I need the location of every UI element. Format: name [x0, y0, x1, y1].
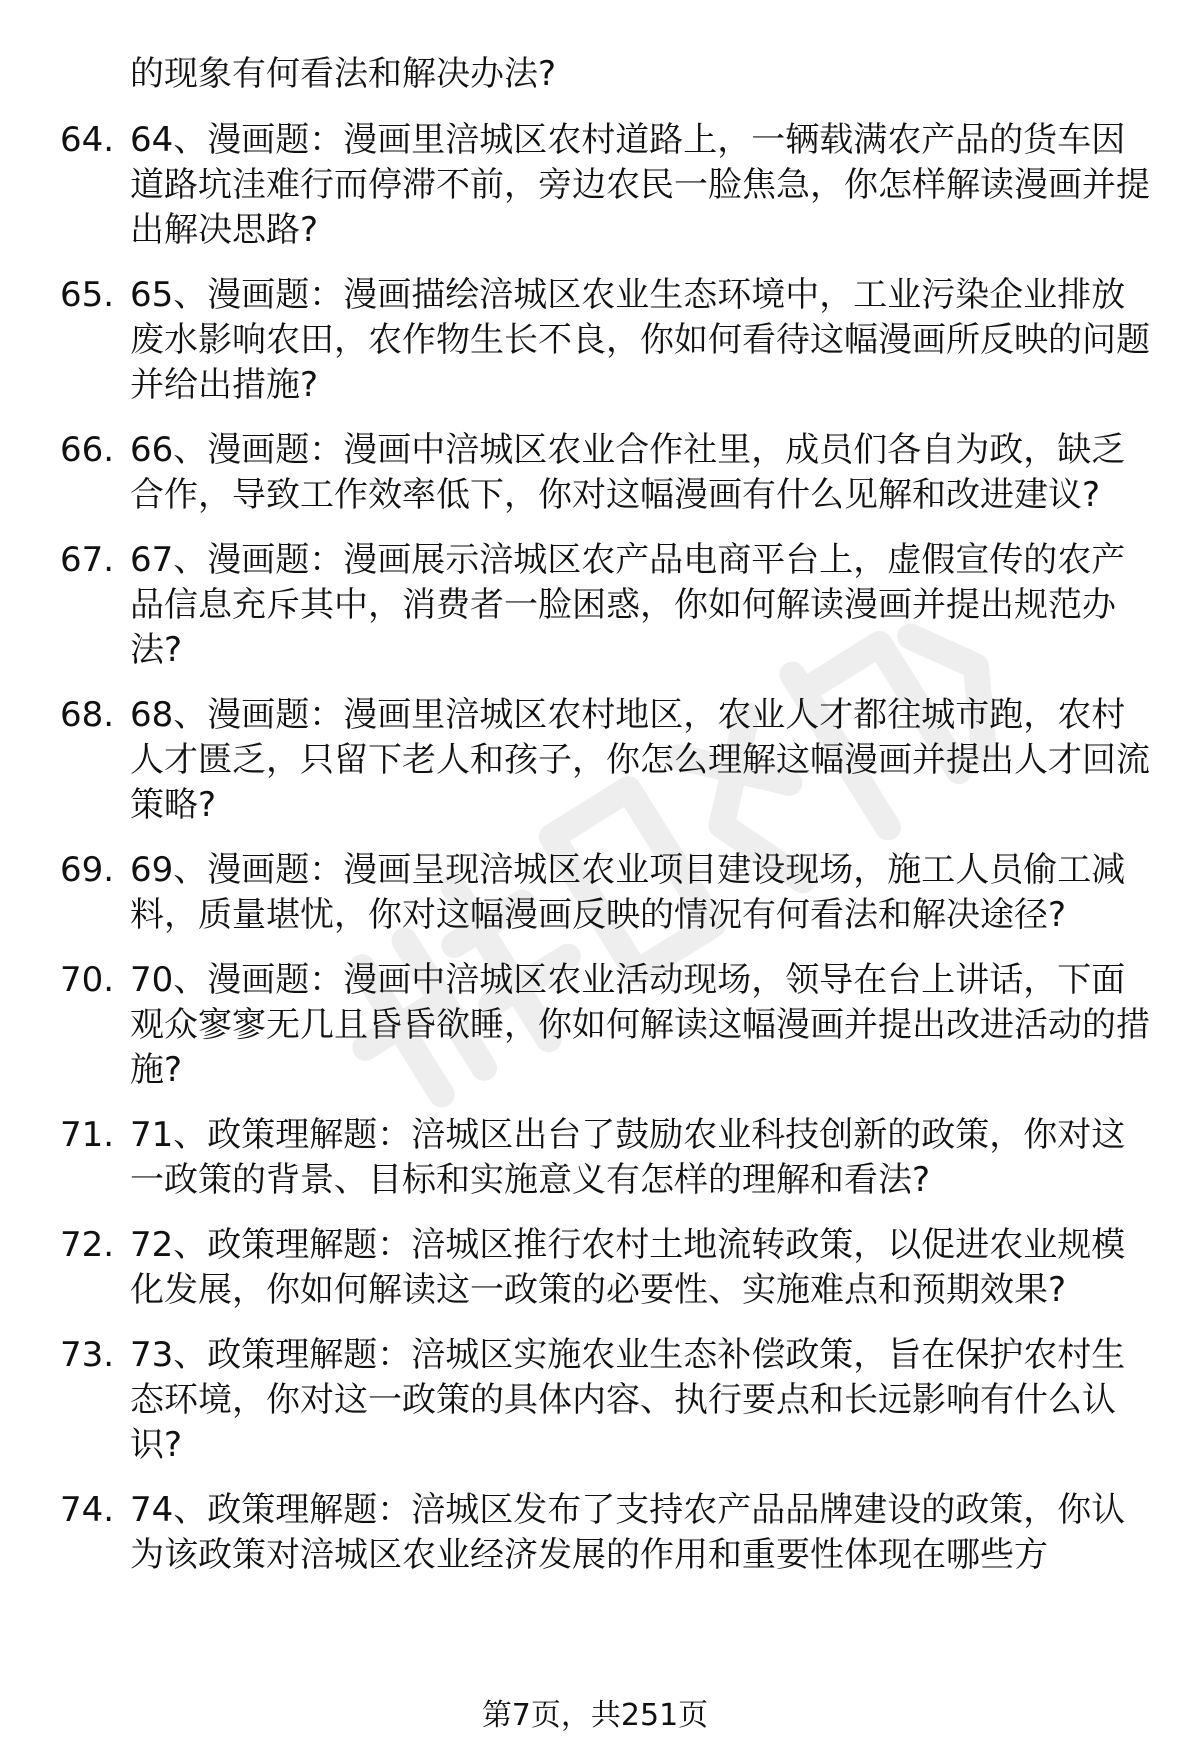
question-text: 65、漫画题：漫画描绘涪城区农业生态环境中，工业污染企业排放废水影响农田，农作物生长不良，你如何看待这幅漫画所反映的问题并给出措施? — [130, 275, 1150, 405]
question-item — [60, 1113, 1152, 1203]
question-number: 66. — [60, 430, 115, 470]
question-item — [60, 118, 1152, 253]
continuation-text: 的现象有何看法和解决办法? — [130, 54, 557, 94]
question-number: 71. — [60, 1115, 115, 1155]
question-number: 68. — [60, 695, 115, 735]
question-text: 74、政策理解题：涪城区发布了支持农产品品牌建设的政策，你认为该政策对涪城区农业经济发展的作用和重要性体现在哪些方 — [130, 1490, 1126, 1575]
question-text: 73、政策理解题：涪城区实施农业生态补偿政策，旨在保护农村生态环境，你对这一政策的具体内容、执行要点和长远影响有什么认识? — [130, 1335, 1126, 1465]
question-text: 71、政策理解题：涪城区出台了鼓励农业科技创新的政策，你对这一政策的背景、目标和实施意义有怎样的理解和看法? — [130, 1115, 1126, 1200]
question-item — [60, 428, 1152, 518]
question-number: 65. — [60, 275, 115, 315]
question-item — [60, 1488, 1152, 1578]
question-number: 70. — [60, 960, 115, 1000]
question-number: 64. — [60, 120, 115, 160]
question-text: 67、漫画题：漫画展示涪城区农产品电商平台上，虚假宣传的农产品信息充斥其中，消费者一脸困惑，你如何解读漫画并提出规范办法? — [130, 540, 1126, 670]
question-item — [60, 958, 1152, 1093]
question-number: 69. — [60, 850, 115, 890]
question-item — [60, 538, 1152, 673]
question-number: 73. — [60, 1335, 115, 1375]
question-item — [60, 273, 1152, 408]
question-item — [60, 848, 1152, 938]
question-item — [60, 693, 1152, 828]
page-footer: 第7页，共251页 — [481, 1698, 709, 1733]
question-list — [60, 118, 1152, 1598]
question-number: 67. — [60, 540, 115, 580]
question-text: 64、漫画题：漫画里涪城区农村道路上，一辆载满农产品的货车因道路坑洼难行而停滞不前，旁边农民一脸焦急，你怎样解读漫画并提出解决思路? — [130, 120, 1150, 250]
question-text: 70、漫画题：漫画中涪城区农业活动现场，领导在台上讲话，下面观众寥寥无几且昏昏欲睡，你如何解读这幅漫画并提出改进活动的措施? — [130, 960, 1150, 1090]
question-text: 69、漫画题：漫画呈现涪城区农业项目建设现场，施工人员偷工减料，质量堪忧，你对这幅漫画反映的情况有何看法和解决途径? — [130, 850, 1126, 935]
question-text: 72、政策理解题：涪城区推行农村土地流转政策，以促进农业规模化发展，你如何解读这一政策的必要性、实施难点和预期效果? — [130, 1225, 1126, 1310]
question-number: 72. — [60, 1225, 115, 1265]
question-item — [60, 1223, 1152, 1313]
question-text: 66、漫画题：漫画中涪城区农业合作社里，成员们各自为政，缺乏合作，导致工作效率低下，你对这幅漫画有什么见解和改进建议? — [130, 430, 1126, 515]
question-number: 74. — [60, 1490, 115, 1530]
question-text: 68、漫画题：漫画里涪城区农村地区，农业人才都往城市跑，农村人才匮乏，只留下老人和孩子，你怎么理解这幅漫画并提出人才回流策略? — [130, 695, 1150, 825]
question-item — [60, 1333, 1152, 1468]
